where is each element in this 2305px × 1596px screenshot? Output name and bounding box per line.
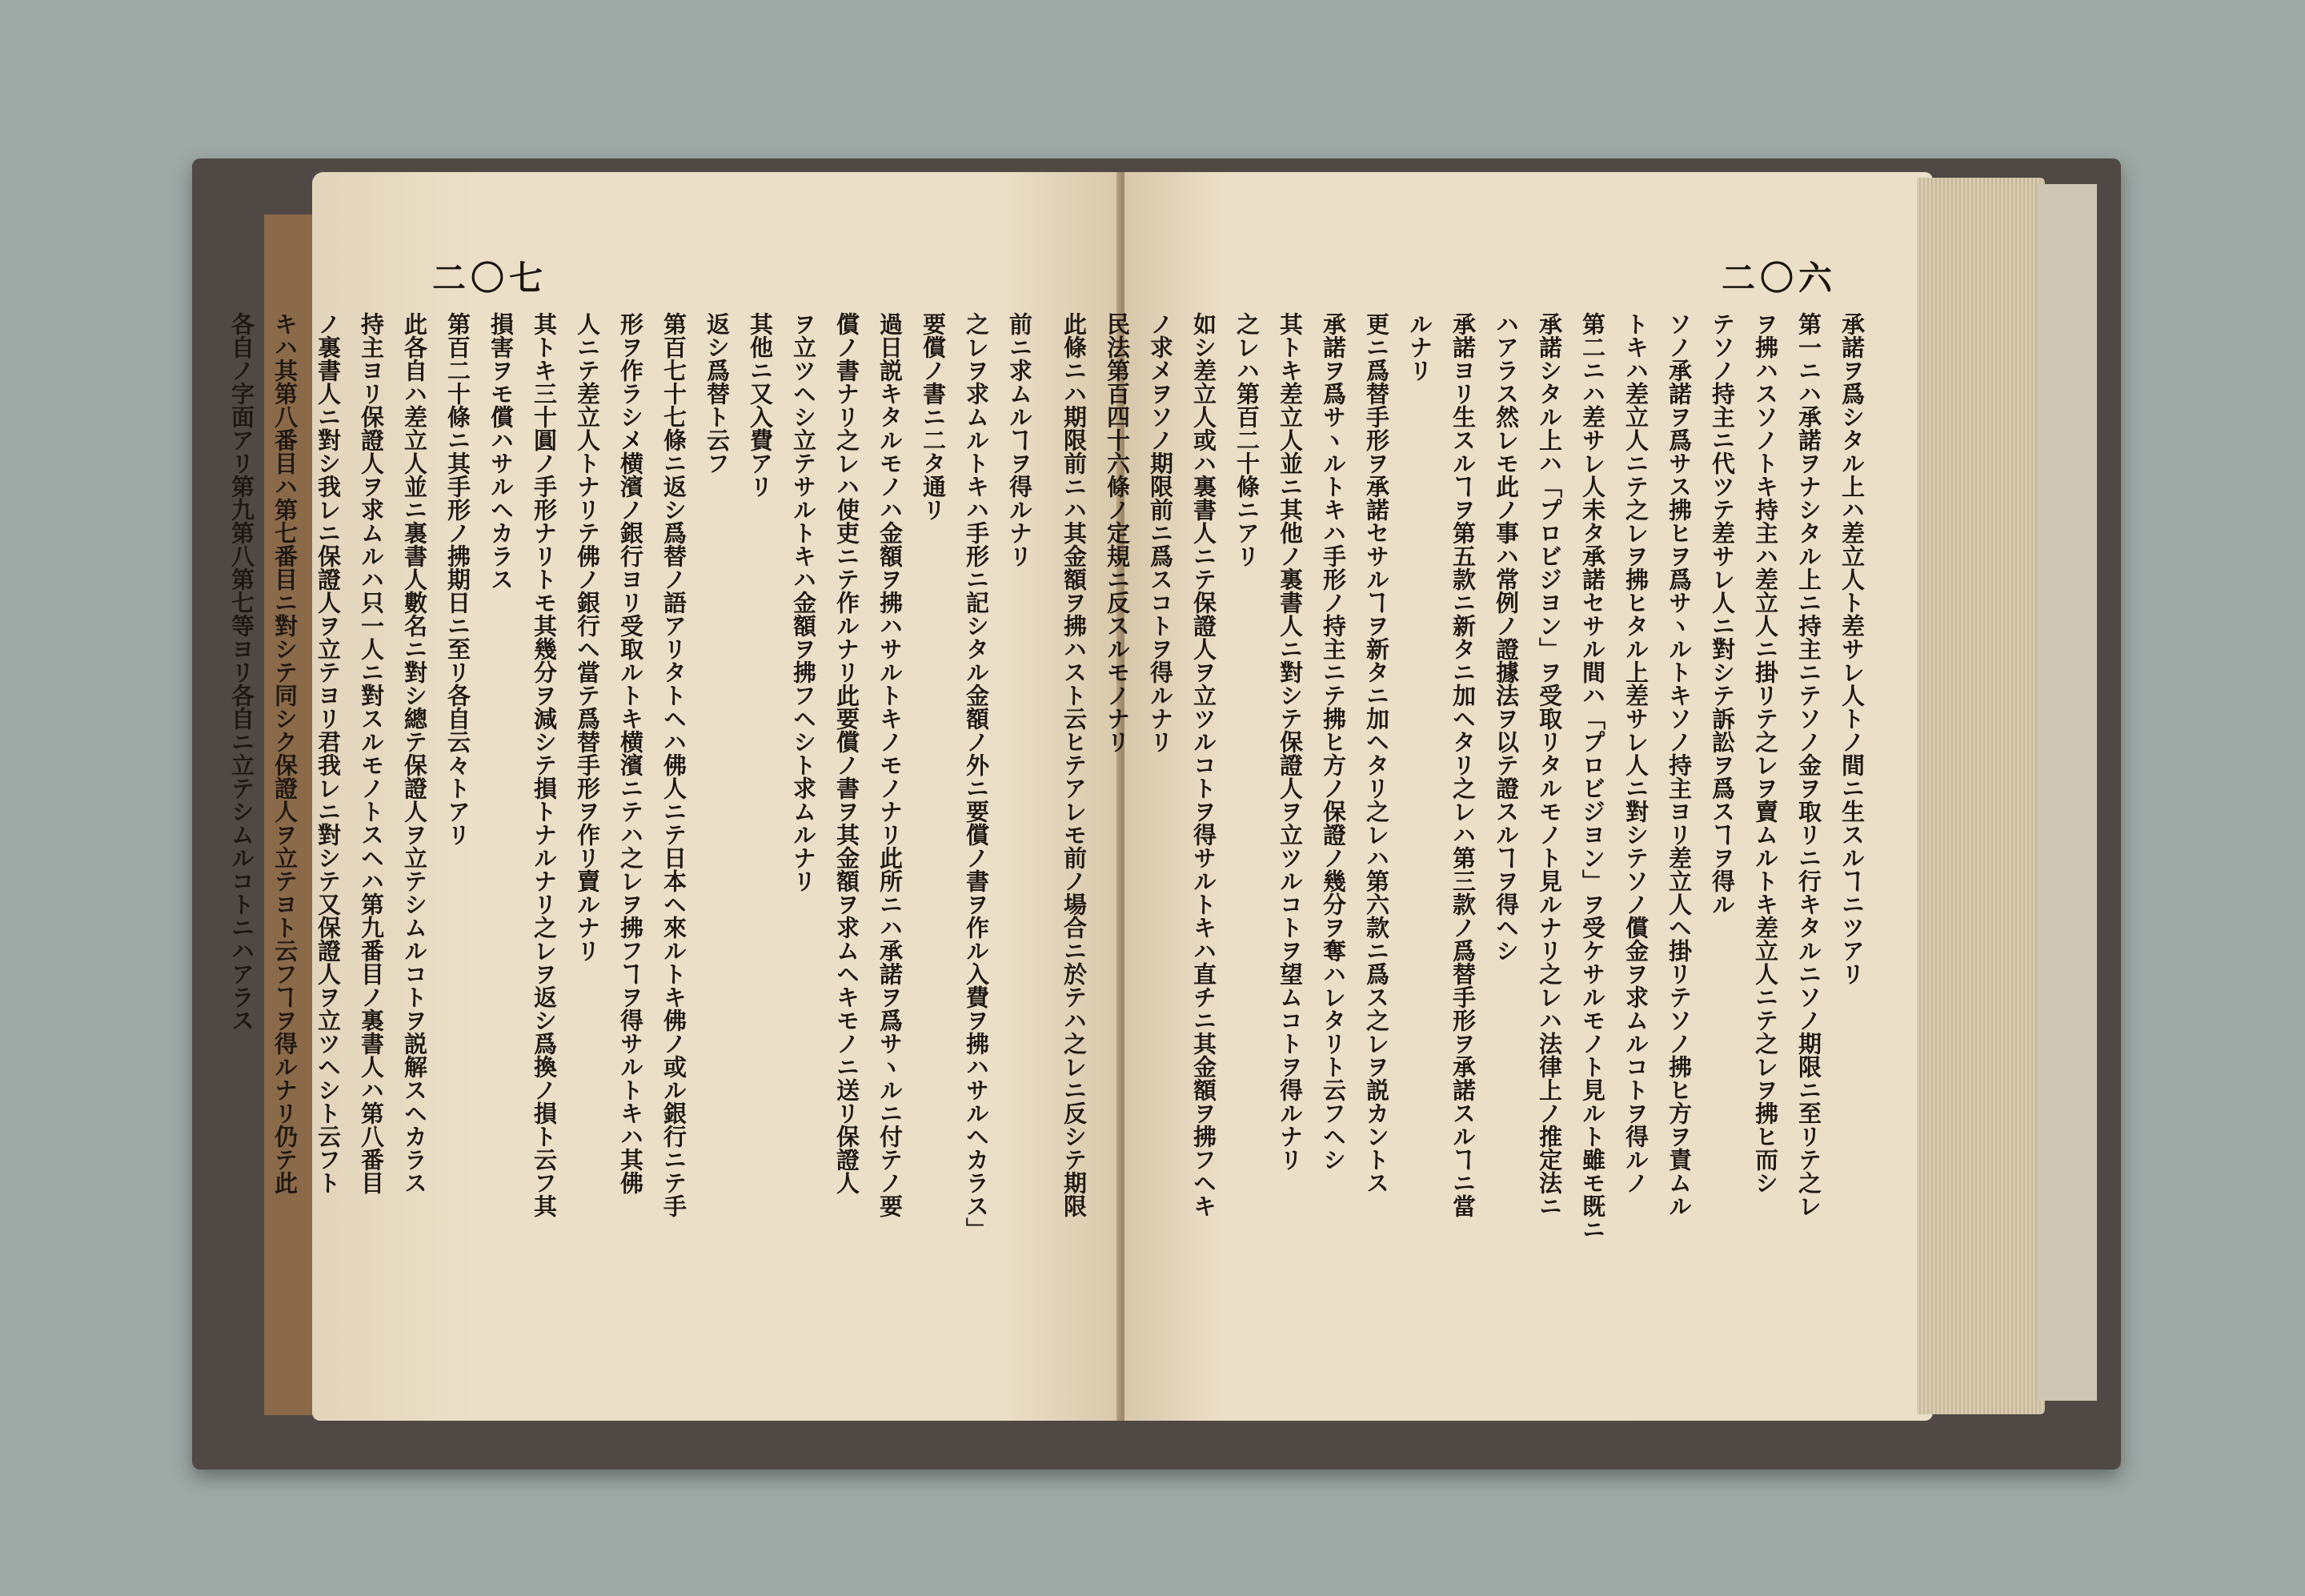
text-line: 第百二十條ニ其手形ノ拂期日ニ至リ各自云々トアリ (444, 312, 471, 846)
text-line: 承諾ヲ爲サヽルトキハ手形ノ持主ニテ拂ヒ方ノ保證ノ幾分ヲ奪ハレタリト云フヘシ (1320, 312, 1347, 1171)
text-line: 返シ爲替ト云フ (704, 312, 731, 475)
text-line: 其他ニ又入費アリ (747, 312, 774, 498)
text-line: 此條ニハ期限前ニハ其金額ヲ拂ハスト云ヒテアレモ前ノ場合ニ於テハ之レニ反シテ期限 (1060, 312, 1088, 1217)
text-line: 如シ差立人或ハ裏書人ニテ保證人ヲ立ツルコトヲ得サルトキハ直チニ其金額ヲ拂フヘキ (1190, 312, 1217, 1217)
text-line: 承諾ヲ爲シタル上ハ差立人ト差サレ人トノ間ニ生スルヿニツアリ (1838, 312, 1866, 985)
text-line: キハ其第八番目ハ第七番目ニ對シテ同シク保證人ヲ立テヨト云フヿヲ得ルナリ仍テ此 (271, 312, 299, 1194)
text-line: 損害ヲモ償ハサルヘカラス (487, 312, 515, 591)
text-line: 第二ニハ差サレ人未タ承諾セサル間ハ「プロビジヨン」ヲ受ケサルモノト見ルト雖モ既ニ (1579, 312, 1606, 1241)
right-page (1060, 172, 1933, 1421)
text-line: 第百七十七條ニ返シ爲替ノ語アリタトヘハ佛人ニテ日本ヘ來ルトキ佛ノ或ル銀行ニテ手 (660, 312, 687, 1217)
text-line: 承諾ヨリ生スルヿヲ第五款ニ新タニ加ヘタリ之レハ第三款ノ爲替手形ヲ承諾スルヿニ當 (1449, 312, 1477, 1217)
text-line: ノ求メヲソノ期限前ニ爲スコトヲ得ルナリ (1147, 312, 1174, 753)
page-stack-edge (1917, 178, 2045, 1414)
text-line: 償ノ書ナリ之レハ使吏ニテ作ルナリ此要償ノ書ヲ其金額ヲ求ムヘキモノニ送リ保證人 (833, 312, 860, 1194)
text-line: ソノ承諾ヲ爲サス拂ヒヲ爲サヽルトキソノ持主ヨリ差立人ヘ掛リテソノ拂ヒ方ヲ責ムル (1666, 312, 1693, 1217)
text-line: 人ニテ差立人トナリテ佛ノ銀行ヘ當テ爲替手形ヲ作リ賣ルナリ (574, 312, 601, 962)
text-line: ルナリ (1406, 312, 1433, 382)
text-line: 過日説キタルモノハ金額ヲ拂ハサルトキノモノナリ此所ニハ承諾ヲ爲サヽルニ付テノ要 (876, 312, 904, 1217)
text-line: ノ裏書人ニ對シ我レニ保證人ヲ立テヨリ君我レニ對シテ又保證人ヲ立ツヘシト云フト (315, 312, 342, 1194)
text-line: 承諾シタル上ハ「プロビジヨン」ヲ受取リタルモノト見ルナリ之レハ法律上ノ推定法ニ (1536, 312, 1563, 1217)
text-line: ヲ立ツヘシ立テサルトキハ金額ヲ拂フヘシト求ムルナリ (790, 312, 817, 892)
text-line: 更ニ爲替手形ヲ承諾セサルヿヲ新タニ加ヘタリ之レハ第六款ニ爲ス之レヲ説カントス (1363, 312, 1390, 1194)
text-line: 各自ノ字面アリ第九第八第七等ヨリ各自ニ立テシムルコトニハアラス (228, 312, 255, 1032)
text-line: 持主ヨリ保證人ヲ求ムルハ只一人ニ對スルモノトスヘハ第九番目ノ裏書人ハ第八番目 (358, 312, 385, 1194)
back-cover-edge (2037, 184, 2097, 1401)
text-line: 其トキ差立人並ニ其他ノ裏書人ニ對シテ保證人ヲ立ツルコトヲ望ムコトヲ得ルナリ (1277, 312, 1304, 1171)
right-page-text-columns (1060, 312, 1873, 1377)
text-line: 第一ニハ承諾ヲナシタル上ニ持主ニテソノ金ヲ取リニ行キタルニソノ期限ニ至リテ之レ (1795, 312, 1822, 1217)
text-line: テソノ持主ニ代ツテ差サレ人ニ對シテ訴訟ヲ爲スヿヲ得ル (1709, 312, 1736, 916)
text-line: 之レハ第百二十條ニアリ (1233, 312, 1261, 567)
text-line: 要償ノ書ニ二タ通リ (920, 312, 947, 521)
text-line: ヲ拂ハスソノトキ持主ハ差立人ニ掛リテ之レヲ賣ムルトキ差立人ニテ之レヲ拂ヒ而シ (1752, 312, 1779, 1194)
text-line: 其トキ三十圓ノ手形ナリトモ其幾分ヲ減シテ損トナルナリ之レヲ返シ爲換ノ損ト云フ其 (531, 312, 558, 1217)
page-number-right: 二〇六 (1721, 259, 1837, 298)
text-line: 此各自ハ差立人並ニ裏書人數名ニ對シ總テ保證人ヲ立テシムルコトヲ説解スヘカラス (401, 312, 428, 1194)
page-number-left: 二〇七 (432, 259, 548, 298)
text-line: トキハ差立人ニテ之レヲ拂ヒタル上差サレ人ニ對シテソノ償金ヲ求ムルコトヲ得ルノ (1622, 312, 1650, 1194)
left-page-text-columns (228, 312, 1040, 1377)
text-line: 之レヲ求ムルトキハ手形ニ記シタル金額ノ外ニ要償ノ書ヲ作ル入費ヲ拂ハサルヘカラス」 (963, 312, 990, 1241)
text-line: 民法第百四十六條ノ定規ニ反スルモノナリ (1104, 312, 1131, 753)
left-page (228, 172, 1120, 1421)
text-line: 前ニ求ムルヿヲ得ルナリ (1006, 312, 1033, 567)
text-line: ハアラス然レモ此ノ事ハ常例ノ證據法ヲ以テ證スルヿヲ得ヘシ (1493, 312, 1520, 962)
text-line: 形ヲ作ラシメ横濱ノ銀行ヨリ受取ルトキ横濱ニテハ之レヲ拂フヿヲ得サルトキハ其佛 (617, 312, 644, 1194)
